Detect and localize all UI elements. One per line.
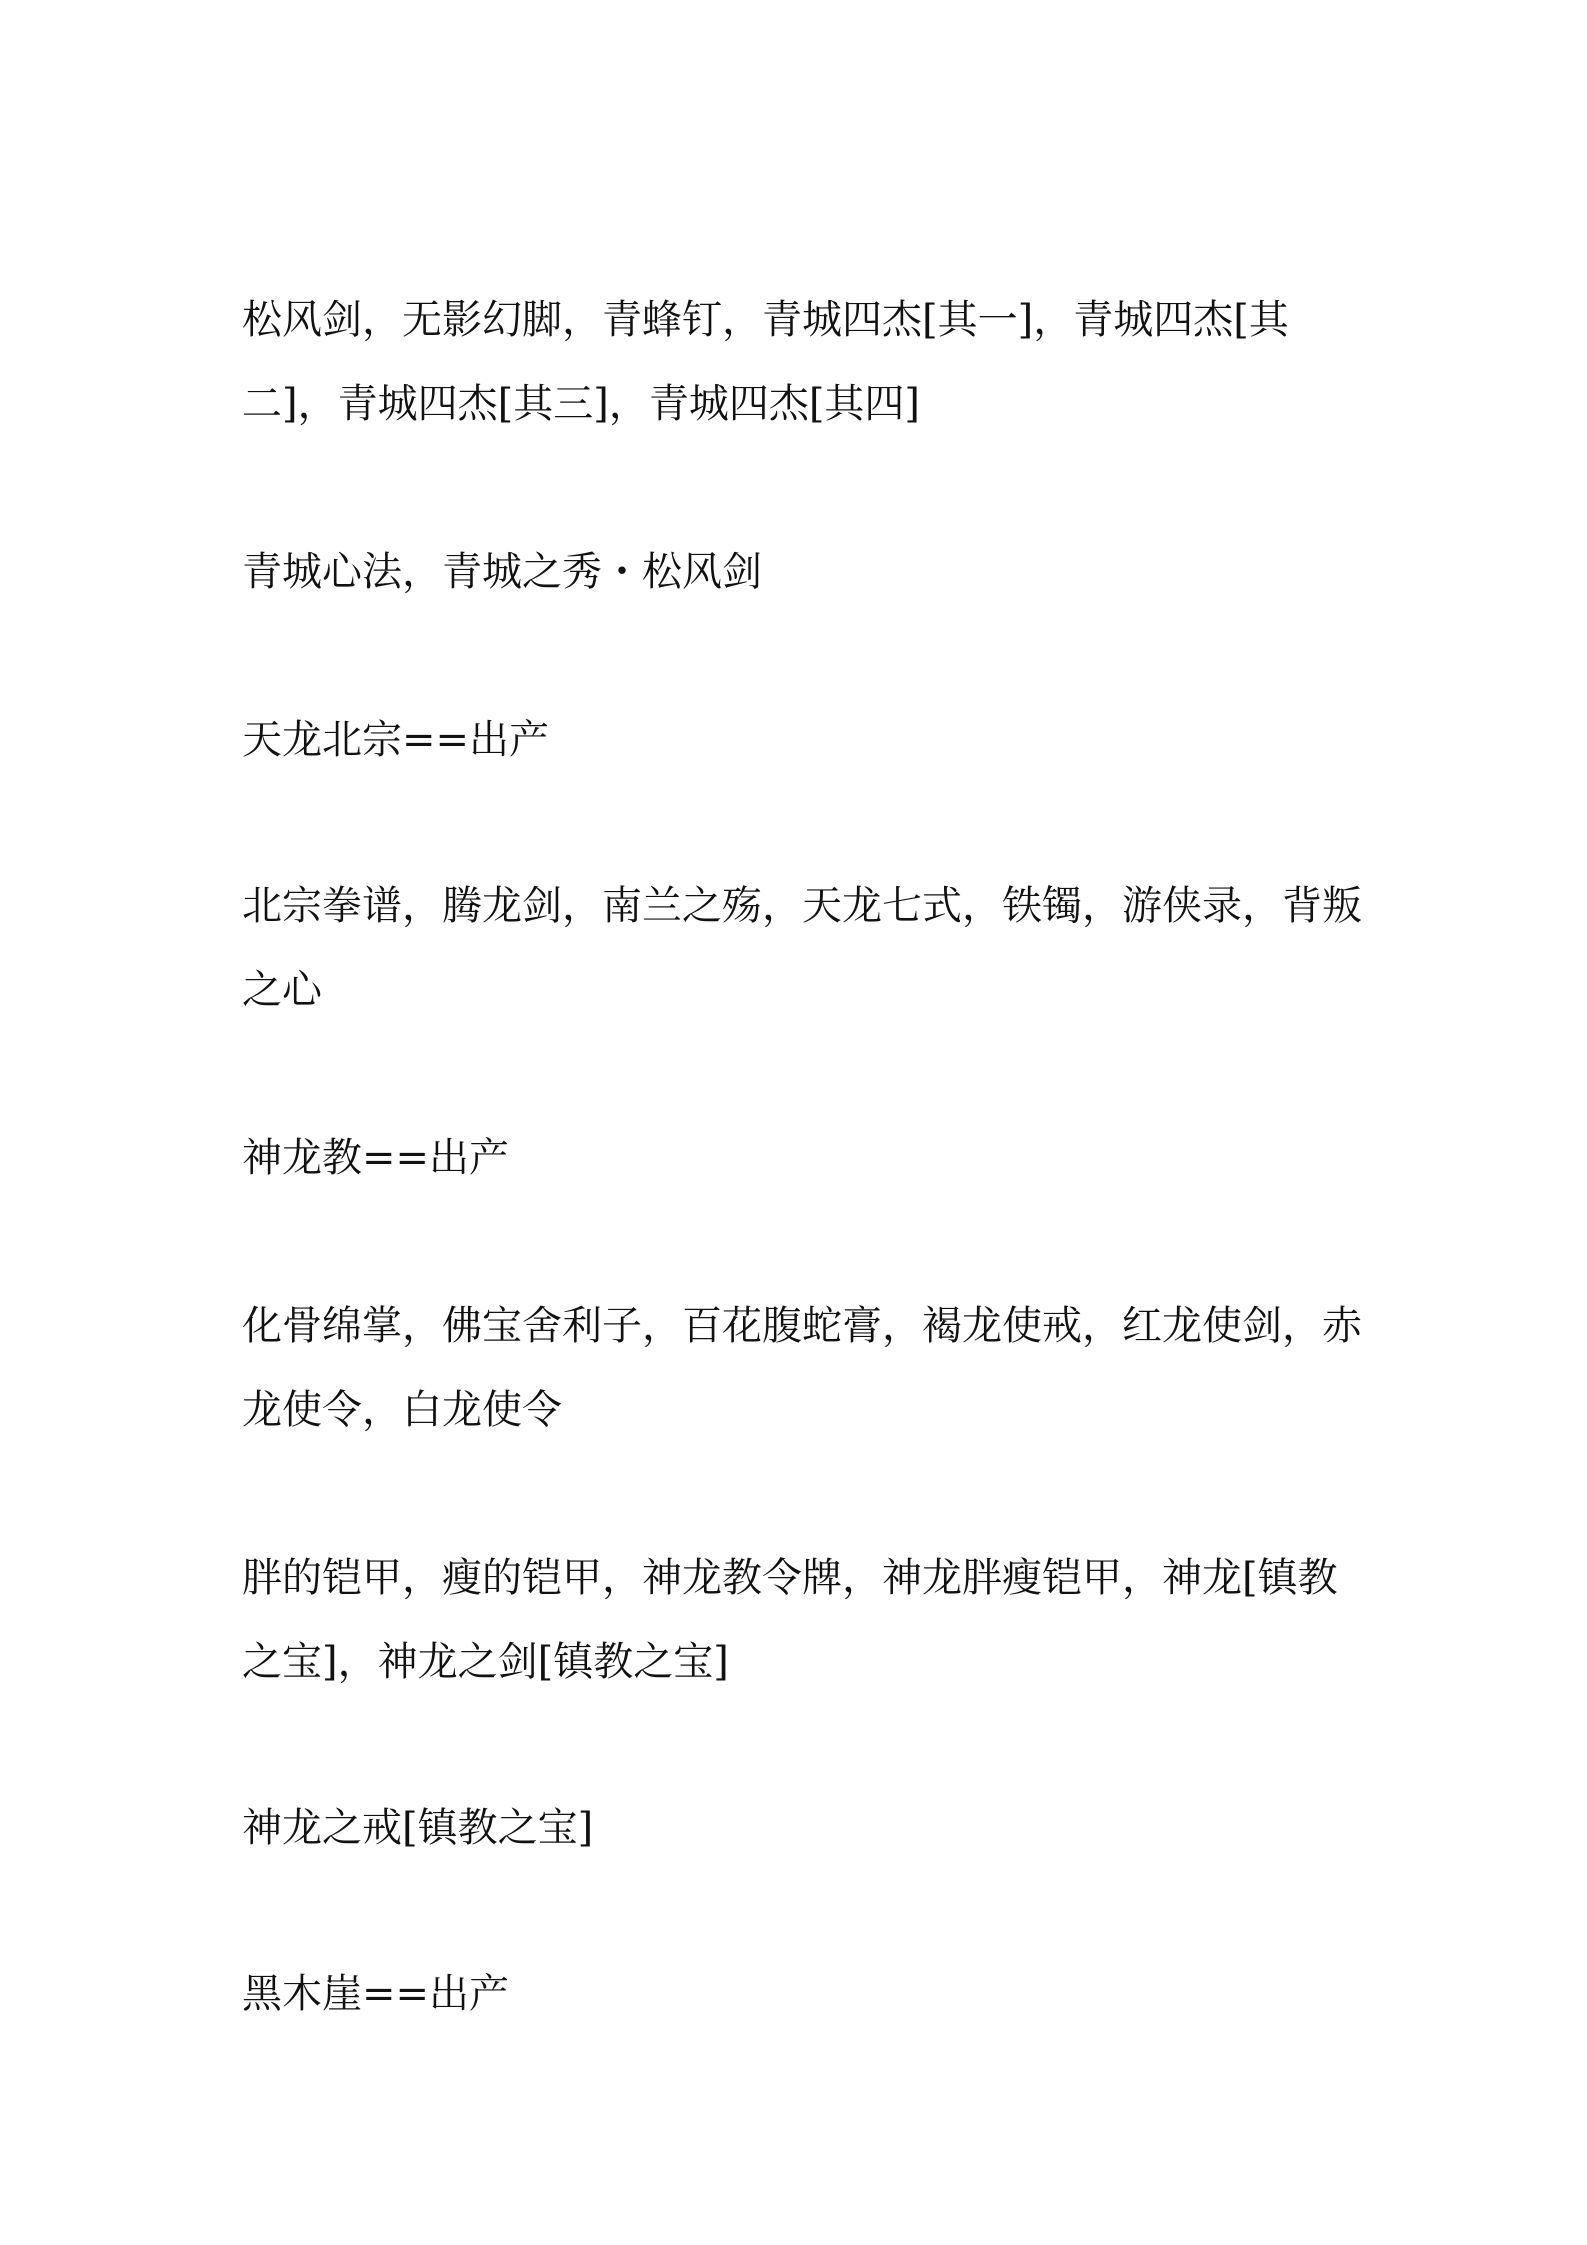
paragraph-beizong-items: 北宗拳谱，腾龙剑，南兰之殇，天龙七式，铁镯，游侠录，背叛之心 — [242, 883, 1362, 1013]
paragraph-qingcheng-items: 松风剑，无影幻脚，青蜂钉，青城四杰[其一]，青城四杰[其二]，青城四杰[其三]，青城四杰[其四] — [242, 297, 1289, 427]
paragraph-shenlong-armor: 胖的铠甲，瘦的铠甲，神龙教令牌，神龙胖瘦铠甲，神龙[镇教之宝]，神龙之剑[镇教之宝] — [242, 1555, 1338, 1685]
heading-shenlong-jiao: 神龙教==出产 — [242, 1135, 510, 1181]
heading-heimuya: 黑木崖==出产 — [242, 1971, 510, 2017]
paragraph-shenlong-items: 化骨绵掌，佛宝舍利子，百花腹蛇膏，褐龙使戒，红龙使剑，赤龙使令，白龙使令 — [242, 1303, 1362, 1433]
heading-tianlong-beizong: 天龙北宗==出产 — [242, 717, 550, 763]
paragraph-shenlong-ring: 神龙之戒[镇教之宝] — [242, 1805, 594, 1851]
paragraph-qingcheng-skills: 青城心法，青城之秀・松风剑 — [242, 549, 762, 595]
